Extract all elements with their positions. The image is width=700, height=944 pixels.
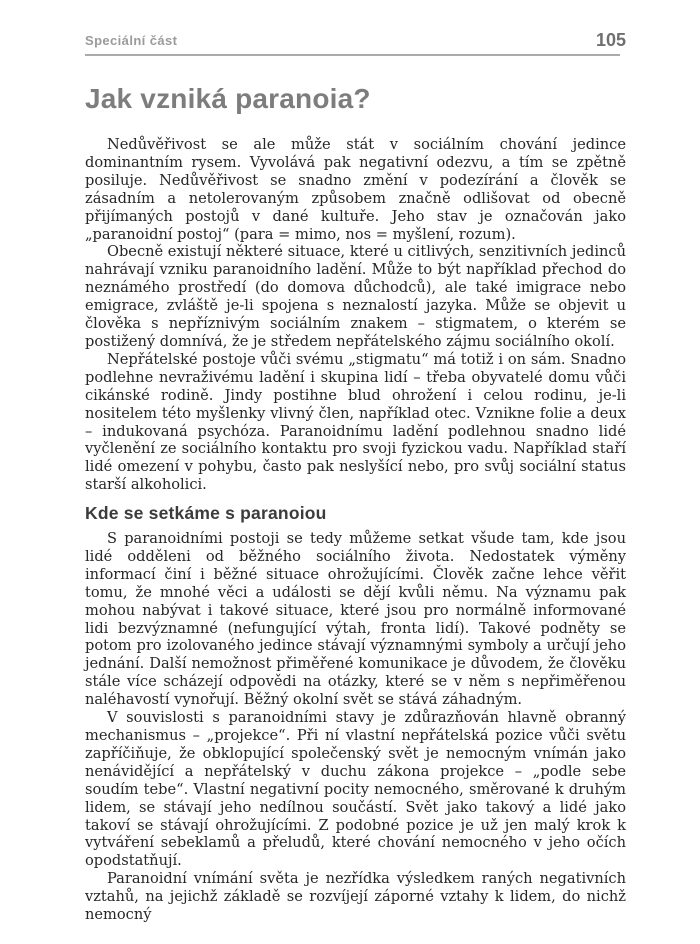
paragraph-6: Paranoidní vnímání světa je nezřídka výsledkem raných negativních vztahů, na jejichž základě se rozvíjejí záporné vztahy k lidem, do nichž nemocný (85, 870, 626, 924)
body-text (85, 136, 626, 924)
page-number: 105 (595, 30, 626, 50)
paragraph-3: Nepřátelské postoje vůči svému „stigmatu“ má totiž i on sám. Snadno podlehne nevraživému ladění i skupina lidí – třeba obyvatelé domu vůči cikánské rodině. Jindy postihne blud ohrožení i celou rodinu, je-li nositelem této myšlenky vlivný člen, například otec. Vznikne folie a deux – indukovaná psychóza. Paranoidnímu ladění podlehnou snadno lidé vyčlenění ze sociálního kontaktu pro svoji fyzickou vadu. Například staří lidé omezení v pohybu, často pak neslyšící nebo, pro svůj sociální status starší alkoholici. (85, 350, 626, 494)
paragraph-5: V souvislosti s paranoidními stavy je zdůrazňován hlavně obranný mechanismus – „projekce“. Při ní vlastní nepřátelská pozice vůči světu zapříčiňuje, že obklopující společenský svět je nemocným vnímán jako nenávidějící a nepřátelský v duchu zákona projekce – „podle sebe soudím tebe“. Vlastní negativní pocity nemocného, směrované k druhým lidem, se stávají jeho nedílnou součástí. Svět jako takový a lidé jako takoví se stávají ohrožujícími. Z podobné pozice je už jen malý krok k vytváření sebeklamů a přeludů, které chování nemocného v jeho očích opodstatňují. (85, 709, 626, 870)
paragraph-2: Obecně existují některé situace, které u citlivých, senzitivních jedinců nahrávají vzniku paranoidního ladění. Může to být například přechod do neznámého prostředí (do domova důchodců), ale také imigrace nebo emigrace, zvláště je-li spojena s neznalostí jazyka. Může se objevit u člověka s nepříznivým sociálním znakem – stigmatem, o kterém se postižený domnívá, že je středem nepřátelského zájmu sociálního okolí. (85, 243, 626, 350)
chapter-title: Jak vzniká paranoia? (85, 83, 371, 114)
paragraph-1: Nedůvěřivost se ale může stát v sociálním chování jedince dominantním rysem. Vyvolává pak negativní odezvu, a tím se zpětně posiluje. Nedůvěřivost se snadno změní v podezírání a člověk se zásadním a netolerovaným způsobem značně odlišovat od obecně přijímaných postojů v dané kultuře. Jeho stav je označován jako „paranoidní postoj“ (para = mimo, nos = myšlení, rozum). (85, 136, 626, 243)
section-label: Speciální část (85, 33, 178, 48)
paragraph-4: S paranoidními postoji se tedy můžeme setkat všude tam, kde jsou lidé odděleni od běžného sociálního života. Nedostatek výměny informací činí i běžné situace ohrožujícími. Člověk začne lehce věřit tomu, že mnohé věci a události se dějí kvůli němu. Na významu pak mohou nabývat i takové situace, které jsou pro normálně informované lidi bezvýznamné (nefungující výtah, fronta lidí). Takové podněty se potom pro izolovaného jedince stávají významnými symboly a určují jeho jednání. Další nemožnost přiměřené komunikace je důvodem, že člověku stále více scházejí odpovědi na otázky, které se v něm s nepřiměřenou naléhavostí vynořují. Běžný okolní svět se stává záhadným. (85, 530, 626, 709)
running-header (85, 30, 626, 55)
section-heading: Kde se setkáme s paranoiou (85, 503, 327, 524)
